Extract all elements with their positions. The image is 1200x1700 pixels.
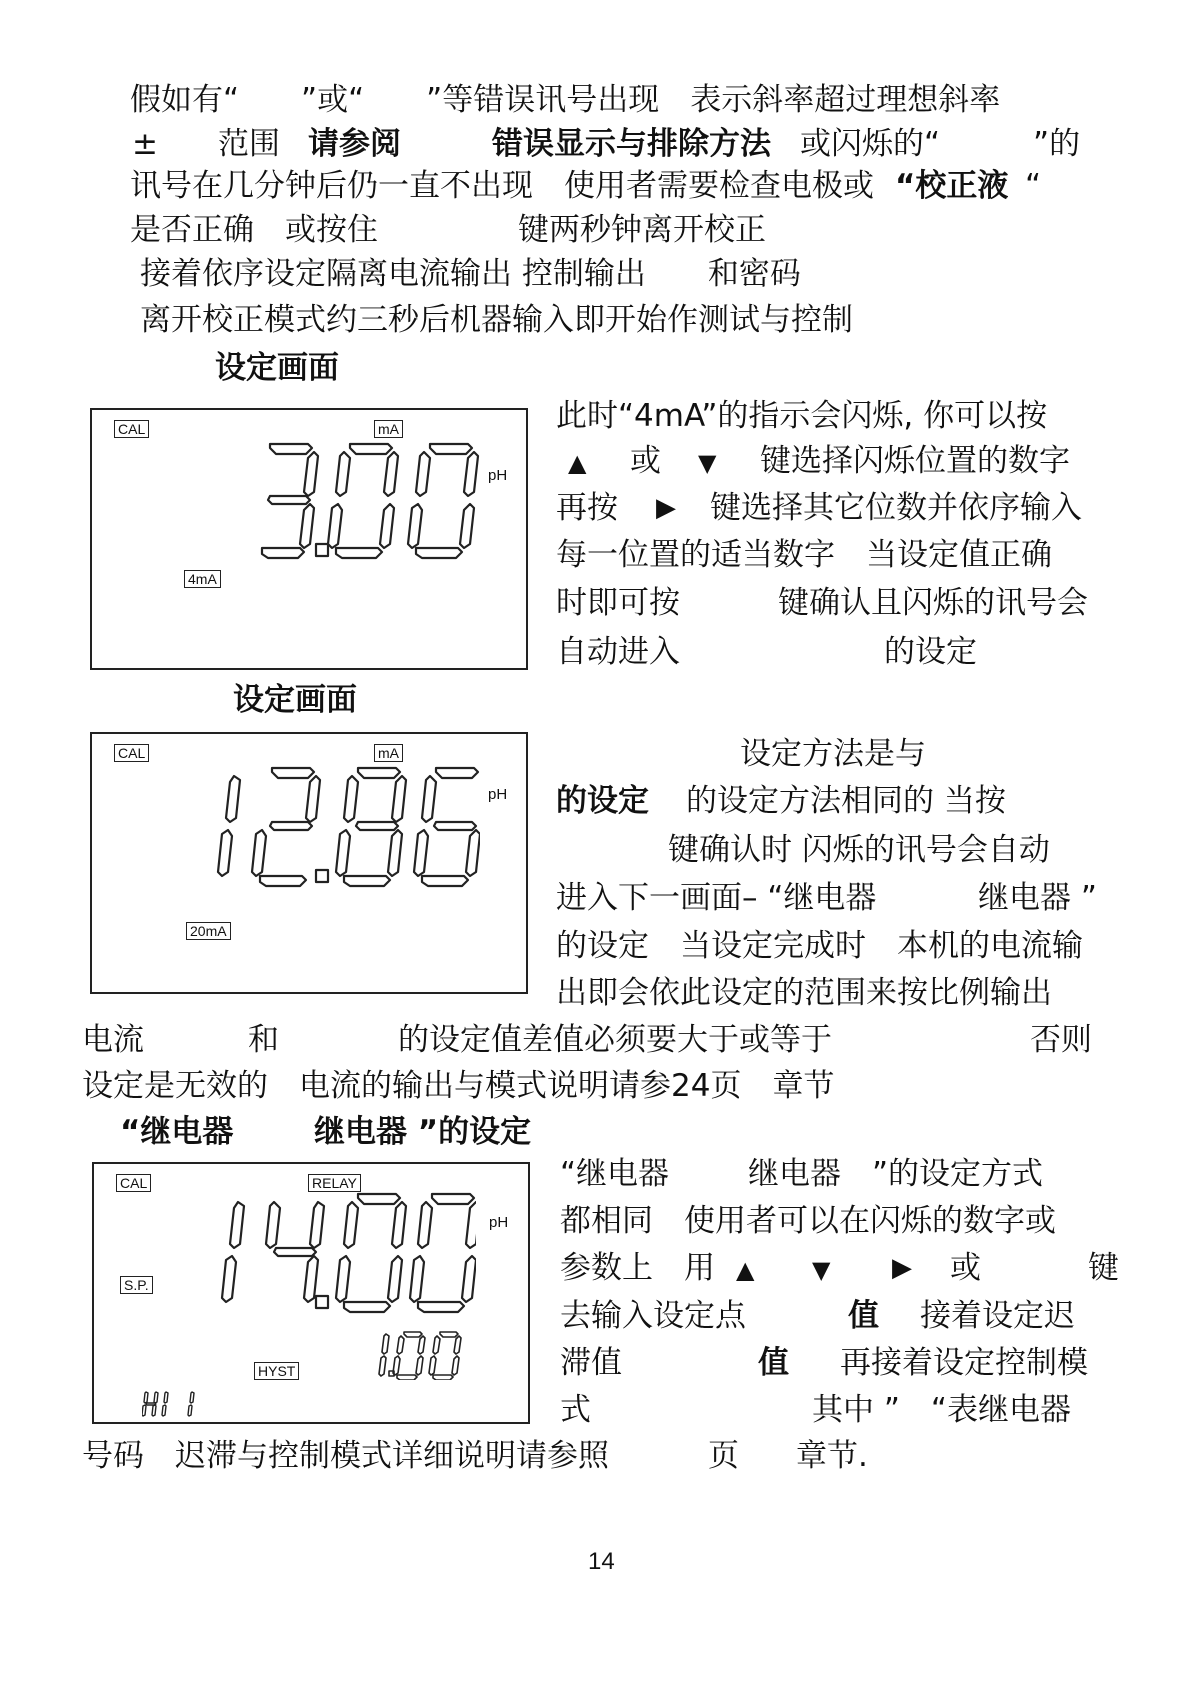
s2-text-4a: 进入下一画面– “继电器 — [556, 880, 877, 916]
s2-text-7c: 的设定值差值必须要大于或等于 — [398, 1022, 832, 1058]
intro-line-3-quote: “ — [1025, 168, 1042, 204]
s3-text-3a: 参数上 用 — [560, 1250, 715, 1286]
ph-unit-label: pH — [488, 467, 508, 484]
s3-text-4b: 值 — [848, 1298, 879, 1334]
s3-text-7a: 号码 迟滞与控制模式详细说明请参照 — [82, 1438, 609, 1474]
setpoint-indicator: S.P. — [120, 1276, 153, 1294]
cal-indicator: CAL — [114, 744, 149, 762]
s3-text-5c: 再接着设定控制模 — [840, 1345, 1088, 1381]
section-1-heading: 设定画面 — [215, 350, 339, 386]
s2-text-6: 出即会依此设定的范围来按比例输出 — [556, 975, 1052, 1011]
down-arrow-icon: ▼ — [812, 1256, 831, 1284]
lcd-panel-relay — [92, 1162, 530, 1424]
s2-text-7a: 电流 — [82, 1022, 144, 1058]
s1-text-1: 此时“4mA”的指示会闪烁, 你可以按 — [556, 398, 1048, 434]
ma-indicator: mA — [374, 420, 403, 438]
s1-text-2-or: 或 — [630, 443, 661, 479]
s1-text-5a: 时即可按 — [556, 585, 680, 621]
range-tag-20ma: 20mA — [186, 922, 231, 940]
hyst-indicator: HYST — [254, 1362, 299, 1380]
s3-text-3-or: 或 — [950, 1250, 981, 1286]
section-3-heading-b: 继电器 ”的设定 — [314, 1114, 532, 1150]
up-arrow-icon: ▲ — [736, 1256, 755, 1284]
s2-text-3: 键确认时 闪烁的讯号会自动 — [668, 832, 1050, 868]
intro-line-2-rest: 或闪烁的“ ”的 — [800, 126, 1081, 162]
s2-text-7b: 和 — [248, 1022, 279, 1058]
lcd-reading-3-00 — [252, 440, 492, 560]
s3-text-5a: 滞值 — [560, 1345, 622, 1381]
s2-text-7d: 否则 — [1030, 1022, 1092, 1058]
page-number: 14 — [588, 1548, 615, 1575]
s2-text-8: 设定是无效的 电流的输出与模式说明请参24页 章节 — [82, 1068, 835, 1104]
section-2-heading: 设定画面 — [233, 682, 357, 718]
s1-text-6b: 的设定 — [884, 634, 977, 670]
s1-text-2: 键选择闪烁位置的数字 — [760, 443, 1070, 479]
s3-text-4c: 接着设定迟 — [920, 1298, 1075, 1334]
s3-text-7c: 章节. — [796, 1438, 868, 1474]
s3-text-1a: “继电器 — [560, 1156, 670, 1192]
s3-text-1b: 继电器 ”的设定方式 — [748, 1156, 1044, 1192]
s1-text-6a: 自动进入 — [556, 634, 680, 670]
s3-text-5b: 值 — [758, 1345, 789, 1381]
intro-line-5: 接着依序设定隔离电流输出 控制输出 和密码 — [140, 256, 801, 292]
cal-indicator: CAL — [114, 420, 149, 438]
s3-text-6a: 式 — [560, 1392, 591, 1428]
intro-line-6: 离开校正模式约三秒后机器输入即开始作测试与控制 — [140, 302, 853, 338]
intro-line-1: 假如有“ ”或“ ”等错误讯号出现 表示斜率超过理想斜率 — [130, 82, 1001, 118]
down-arrow-icon: ▼ — [698, 449, 717, 477]
lcd-panel-20ma — [90, 732, 528, 994]
s2-text-2b: 的设定方法相同的 当按 — [686, 783, 1006, 819]
s3-text-2: 都相同 使用者可以在闪烁的数字或 — [560, 1203, 1056, 1239]
s1-text-3b: 键选择其它位数并依序输入 — [710, 490, 1082, 526]
s1-text-5b: 键确认且闪烁的讯号会 — [778, 585, 1088, 621]
s3-text-7b: 页 — [708, 1438, 739, 1474]
cal-indicator: CAL — [116, 1174, 151, 1192]
up-arrow-icon: ▲ — [568, 449, 587, 477]
s3-text-3-key: 键 — [1088, 1250, 1119, 1286]
intro-line-3-solution: “校正液 — [895, 168, 1009, 204]
s3-text-6b: 其中 ” “表继电器 — [812, 1392, 1071, 1428]
lcd-panel-4ma — [90, 408, 528, 670]
relay-indicator: RELAY — [308, 1174, 361, 1192]
s2-text-2a: 的设定 — [556, 783, 649, 819]
s1-text-4: 每一位置的适当数字 当设定值正确 — [556, 537, 1052, 573]
lcd-reading-12-86 — [210, 764, 480, 888]
s2-text-5: 的设定 当设定完成时 本机的电流输 — [556, 928, 1083, 964]
lcd-mode-hi-1 — [142, 1390, 212, 1418]
range-tag-4ma: 4mA — [184, 570, 221, 588]
lcd-hyst-value-1-00 — [376, 1330, 468, 1380]
intro-line-4a: 是否正确 或按住 — [130, 212, 378, 248]
intro-line-2-see: 请参阅 — [308, 126, 401, 162]
intro-line-4b: 键两秒钟离开校正 — [518, 212, 766, 248]
intro-line-2-range: 范围 — [218, 126, 280, 162]
ph-unit-label: pH — [489, 1214, 509, 1231]
right-arrow-icon: ▶ — [656, 493, 676, 523]
right-arrow-icon: ▶ — [892, 1253, 912, 1283]
s1-text-3a: 再按 — [556, 490, 618, 526]
intro-line-2-error-section: 错误显示与排除方法 — [492, 126, 771, 162]
intro-line-2-plusminus: ± — [132, 126, 158, 162]
ma-indicator: mA — [374, 744, 403, 762]
s2-text-1: 设定方法是与 — [740, 736, 926, 772]
s2-text-4b: 继电器 ” — [978, 880, 1097, 916]
section-3-heading-a: “继电器 — [120, 1114, 234, 1150]
s3-text-4a: 去输入设定点 — [560, 1298, 746, 1334]
lcd-reading-14-00 — [214, 1190, 476, 1314]
intro-line-3: 讯号在几分钟后仍一直不出现 使用者需要检查电极或 — [130, 168, 874, 204]
ph-unit-label: pH — [488, 786, 508, 803]
